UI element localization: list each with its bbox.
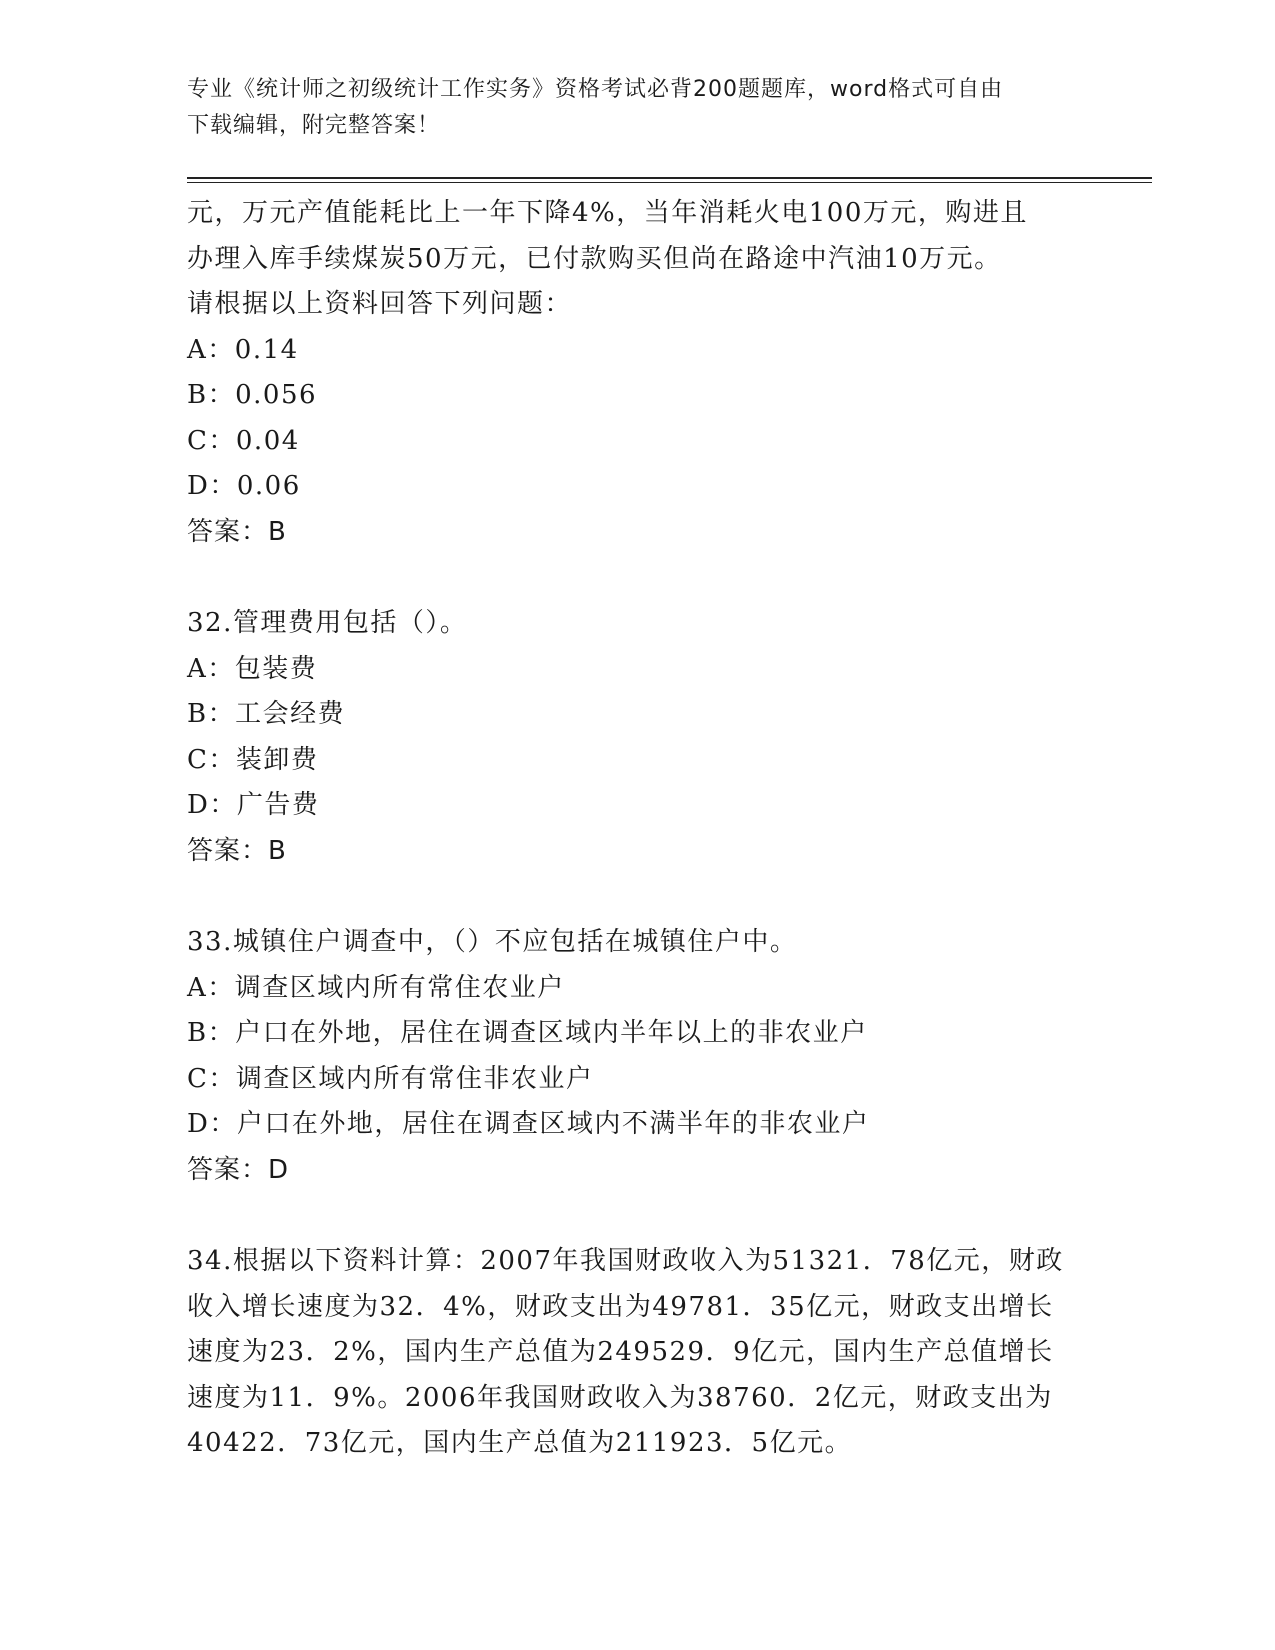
option-a: A：调查区域内所有常住农业户 [187,972,565,1003]
option-a: A：包装费 [187,653,318,684]
question-title: 32.管理费用包括（）。 [187,608,468,638]
spacer [187,1193,1087,1239]
answer-label: 答案：D [187,1154,290,1185]
option-c: C：调查区域内所有常住非农业户 [187,1063,594,1094]
option-d: D：广告费 [187,790,320,820]
answer-label: 答案：B [187,835,287,866]
option-b: B：工会经费 [187,699,346,729]
document-body [187,191,1087,1467]
question-31 [187,191,1087,555]
option-b: B：户口在外地，居住在调查区域内半年以上的非农业户 [187,1018,868,1048]
document-header [187,72,1067,144]
question-text-line: 34.根据以下资料计算：2007年我国财政收入为51321．78亿元，财政 [187,1246,1064,1276]
header-rule-thick [187,177,1152,179]
question-text-line: 速度为11．9%。2006年我国财政收入为38760．2亿元，财政支出为 [187,1382,1053,1413]
option-d: D：户口在外地，居住在调查区域内不满半年的非农业户 [187,1109,870,1139]
option-c: C：0.04 [187,425,300,456]
answer-label: 答案：B [187,516,287,547]
option-c: C：装卸费 [187,744,319,775]
header-line-2: 下载编辑，附完整答案！ [187,113,441,138]
header-line-1: 专业《统计师之初级统计工作实务》资格考试必背200题题库，word格式可自由 [187,77,1004,102]
question-text-line: 收入增长速度为32．4%，财政支出为49781．35亿元，财政支出增长 [187,1291,1054,1322]
spacer [187,555,1087,601]
option-b: B：0.056 [187,380,318,410]
question-text-line: 请根据以上资料回答下列问题： [187,289,573,319]
question-title: 33.城镇住户调查中，（）不应包括在城镇住户中。 [187,927,798,957]
header-rule-thin [187,182,1152,183]
question-text-line: 元，万元产值能耗比上一年下降4%，当年消耗火电100万元，购进且 [187,198,1028,228]
question-32 [187,601,1087,874]
question-text-line: 速度为23．2%，国内生产总值为249529．9亿元，国内生产总值增长 [187,1337,1054,1367]
question-text-line: 办理入库手续煤炭50万元，已付款购买但尚在路途中汽油10万元。 [187,243,1002,274]
option-a: A：0.14 [187,334,299,365]
question-33 [187,920,1087,1193]
question-text-line: 40422．73亿元，国内生产总值为211923．5亿元。 [187,1428,853,1458]
question-34 [187,1239,1087,1467]
option-d: D：0.06 [187,471,301,501]
spacer [187,874,1087,920]
